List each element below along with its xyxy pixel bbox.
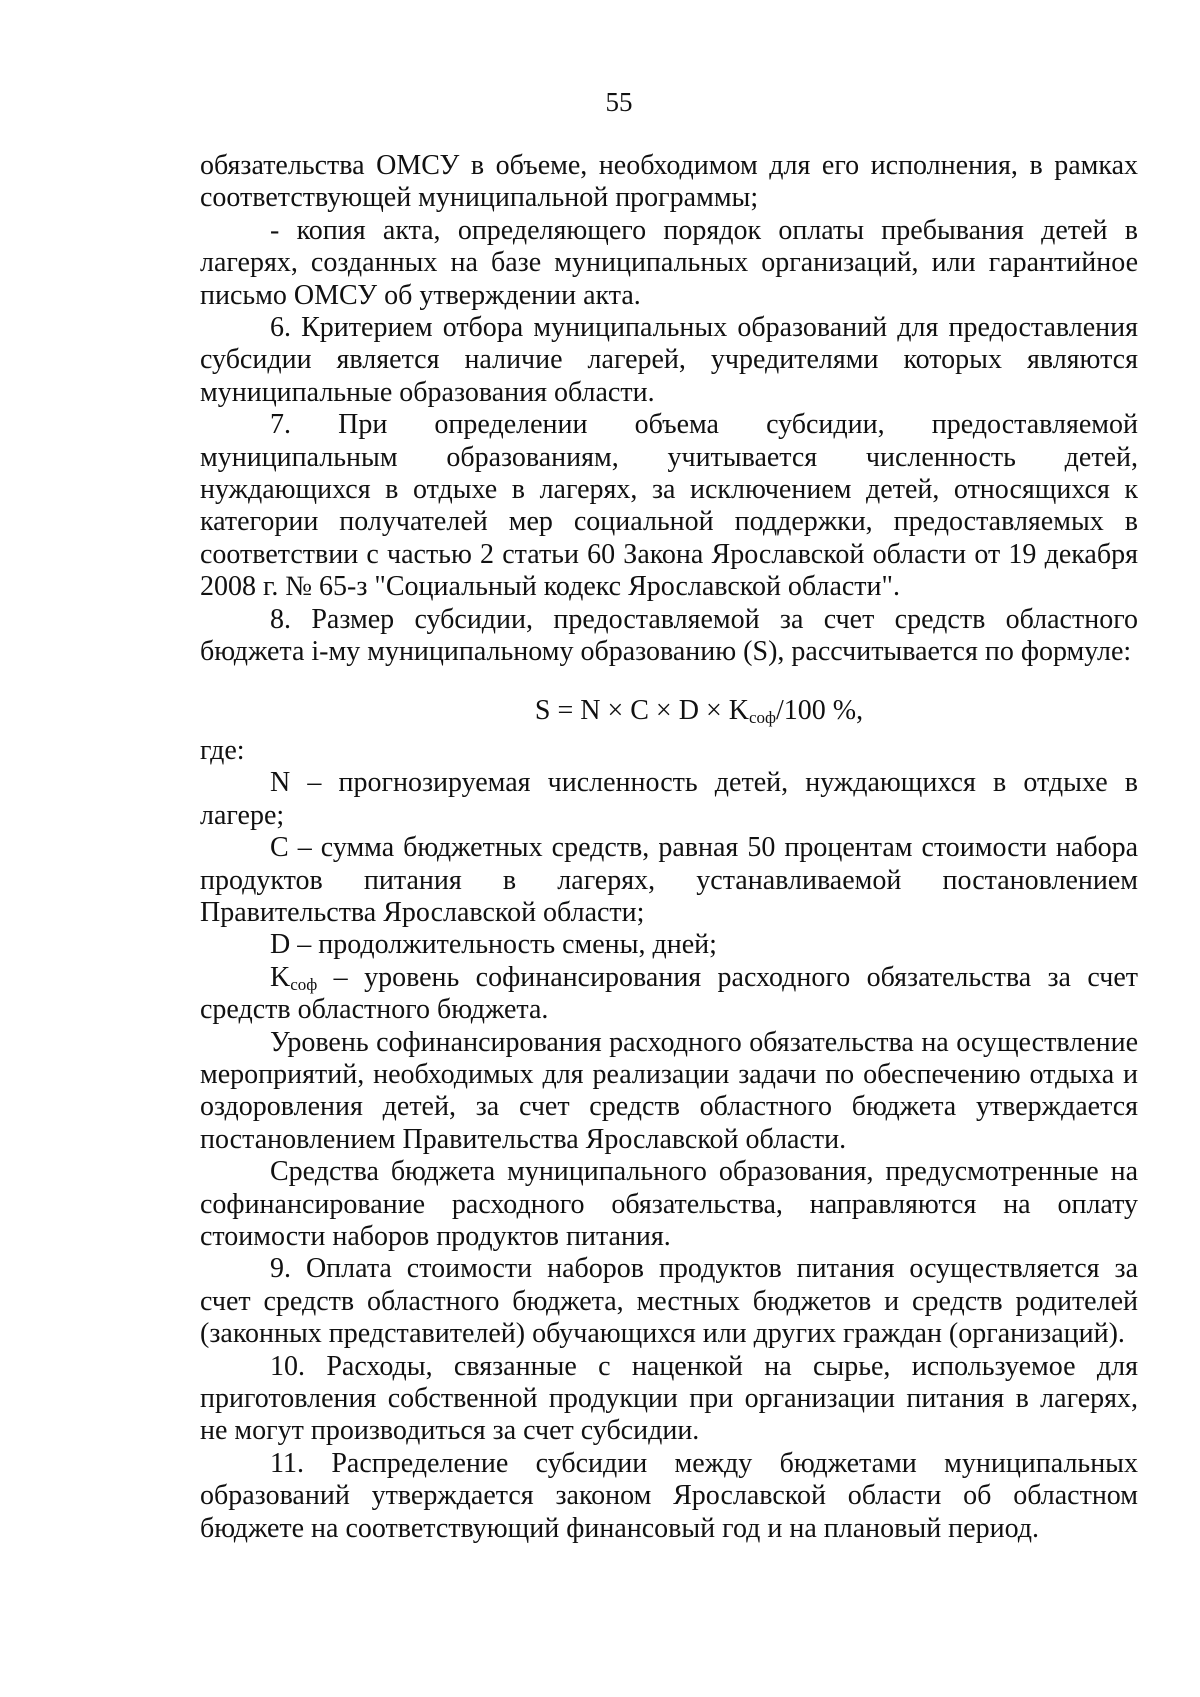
paragraph-municipal-funds: Средства бюджета муниципального образования, предусмотренные на софинансирование расходного обязательства, направляются на оплату стоимости наборов продуктов питания. <box>200 1156 1138 1252</box>
where-label: где: <box>200 734 245 766</box>
definition-k-symbol: K <box>270 961 291 993</box>
formula-subscript: соф <box>748 707 777 727</box>
document-body <box>200 150 1138 1545</box>
formula <box>200 695 1138 727</box>
paragraph-cofinancing-level: Уровень софинансирования расходного обязательства на осуществление мероприятий, необходимых для реализации задачи по обеспечению отдыха и оздоровления детей, за счет средств областного бюджета утверждается постановлением Правительства Ярославской области. <box>200 1026 1138 1155</box>
paragraph-7: 7. При определении объема субсидии, предоставляемой муниципальным образованиям, учитывается численность детей, нуждающихся в отдыхе в лагерях, за исключением детей, относящихся к категории получателей мер социальной поддержки, предоставляемых в соответствии с частью 2 статьи 60 Закона Ярославской области от 19 декабря 2008 г. № 65-з "Социальный кодекс Ярославской области". <box>200 409 1138 603</box>
paragraph-6: 6. Критерием отбора муниципальных образований для предоставления субсидии является наличие лагерей, учредителями которых являются муниципальные образования области. <box>200 312 1138 408</box>
formula-tail: /100 %, <box>776 694 864 726</box>
paragraph-9: 9. Оплата стоимости наборов продуктов питания осуществляется за счет средств областного бюджета, местных бюджетов и средств родителей (законных представителей) обучающихся или других граждан (организаций). <box>200 1253 1138 1350</box>
definition-k-subscript: соф <box>290 974 318 994</box>
definition-d: D – продолжительность смены, дней; <box>270 929 717 961</box>
paragraph-8: 8. Размер субсидии, предоставляемой за счет средств областного бюджета i-му муниципальному образованию (S), рассчитывается по формуле: <box>200 603 1138 668</box>
paragraph-10: 10. Расходы, связанные с наценкой на сырье, используемое для приготовления собственной продукции при организации питания в лагерях, не могут производиться за счет субсидии. <box>200 1350 1138 1447</box>
definition-c: C – сумма бюджетных средств, равная 50 процентам стоимости набора продуктов питания в лагерях, устанавливаемой постановлением Правительства Ярославской области; <box>200 832 1138 928</box>
page-number: 55 <box>605 87 633 117</box>
formula-main: S = N × C × D × K <box>534 694 749 726</box>
definition-k <box>200 962 1138 1027</box>
definition-n: N – прогнозируемая численность детей, нуждающихся в отдыхе в лагере; <box>200 767 1138 831</box>
definition-k-text: – уровень софинансирования расходного обязательства за счет средств областного бюджета. <box>200 961 1138 1026</box>
paragraph-act-copy: - копия акта, определяющего порядок оплаты пребывания детей в лагерях, созданных на базе муниципальных организаций, или гарантийное письмо ОМСУ об утверждении акта. <box>200 214 1138 311</box>
paragraph-11: 11. Распределение субсидии между бюджетами муниципальных образований утверждается законом Ярославской области об областном бюджете на соответствующий финансовый год и на плановый период. <box>200 1447 1138 1544</box>
paragraph-continuation: обязательства ОМСУ в объеме, необходимом для его исполнения, в рамках соответствующей муниципальной программы; <box>200 150 1138 214</box>
